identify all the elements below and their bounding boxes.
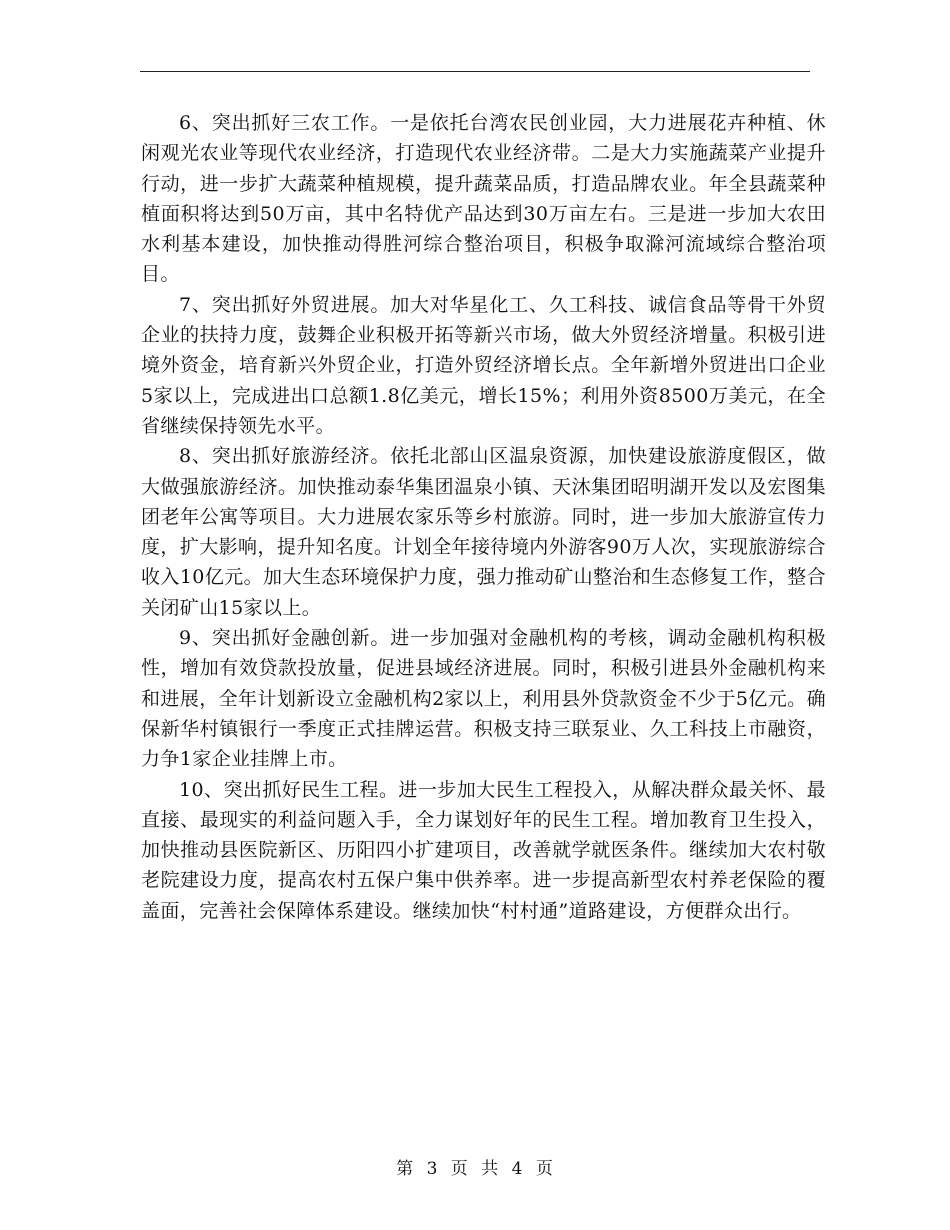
paragraph-foreign-trade: 7、突出抓好外贸进展。加大对华星化工、久工科技、诚信食品等骨干外贸企业的扶持力度，鼓舞企业积极开拓等新兴市场，做大外贸经济增量。积极引进境外资金，培育新兴外贸企业，打造外贸经济增长点。全年新增外贸进出口企业5家以上，完成进出口总额1.8亿美元，增长15%；利用外资8500万美元，在全省继续保持领先水平。 (141, 293, 826, 437)
footer-total-pages: 4 (511, 1159, 524, 1179)
footer-current-page: 3 (426, 1159, 439, 1179)
footer-suffix: 页 (535, 1159, 554, 1179)
document-body (141, 108, 826, 926)
page-footer (0, 1154, 950, 1179)
footer-prefix: 第 (396, 1159, 415, 1179)
paragraph-livelihood: 10、突出抓好民生工程。进一步加大民生工程投入，从解决群众最关怀、最直接、最现实的利益问题入手，全力谋划好年的民生工程。增加教育卫生投入，加快推动县医院新区、历阳四小扩建项目，改善就学就医条件。继续加大农村敬老院建设力度，提高农村五保户集中供养率。进一步提高新型农村养老保险的覆盖面，完善社会保障体系建设。继续加快“村村通”道路建设，方便群众出行。 (141, 778, 826, 922)
footer-page-word: 页 (450, 1159, 469, 1179)
footer-total-word: 共 (481, 1159, 500, 1179)
paragraph-finance: 9、突出抓好金融创新。进一步加强对金融机构的考核，调动金融机构积极性，增加有效贷款投放量，促进县域经济进展。同时，积极引进县外金融机构来和进展，全年计划新设立金融机构2家以上，利用县外贷款资金不少于5亿元。确保新华村镇银行一季度正式挂牌运营。积极支持三联泵业、久工科技上市融资，力争1家企业挂牌上市。 (141, 627, 826, 771)
header-rule (140, 71, 810, 72)
paragraph-agriculture: 6、突出抓好三农工作。一是依托台湾农民创业园，大力进展花卉种植、休闲观光农业等现代农业经济，打造现代农业经济带。二是大力实施蔬菜产业提升行动，进一步扩大蔬菜种植规模，提升蔬菜品质，打造品牌农业。年全县蔬菜种植面积将达到50万亩，其中名特优产品达到30万亩左右。三是进一步加大农田水利基本建设，加快推动得胜河综合整治项目，积极争取滁河流域综合整治项目。 (141, 112, 826, 286)
paragraph-tourism: 8、突出抓好旅游经济。依托北部山区温泉资源，加快建设旅游度假区，做大做强旅游经济。加快推动泰华集团温泉小镇、天沐集团昭明湖开发以及宏图集团老年公寓等项目。大力进展农家乐等乡村旅游。同时，进一步加大旅游宣传力度，扩大影响，提升知名度。计划全年接待境内外游客90万人次，实现旅游综合收入10亿元。加大生态环境保护力度，强力推动矿山整治和生态修复工作，整合关闭矿山15家以上。 (141, 445, 826, 619)
